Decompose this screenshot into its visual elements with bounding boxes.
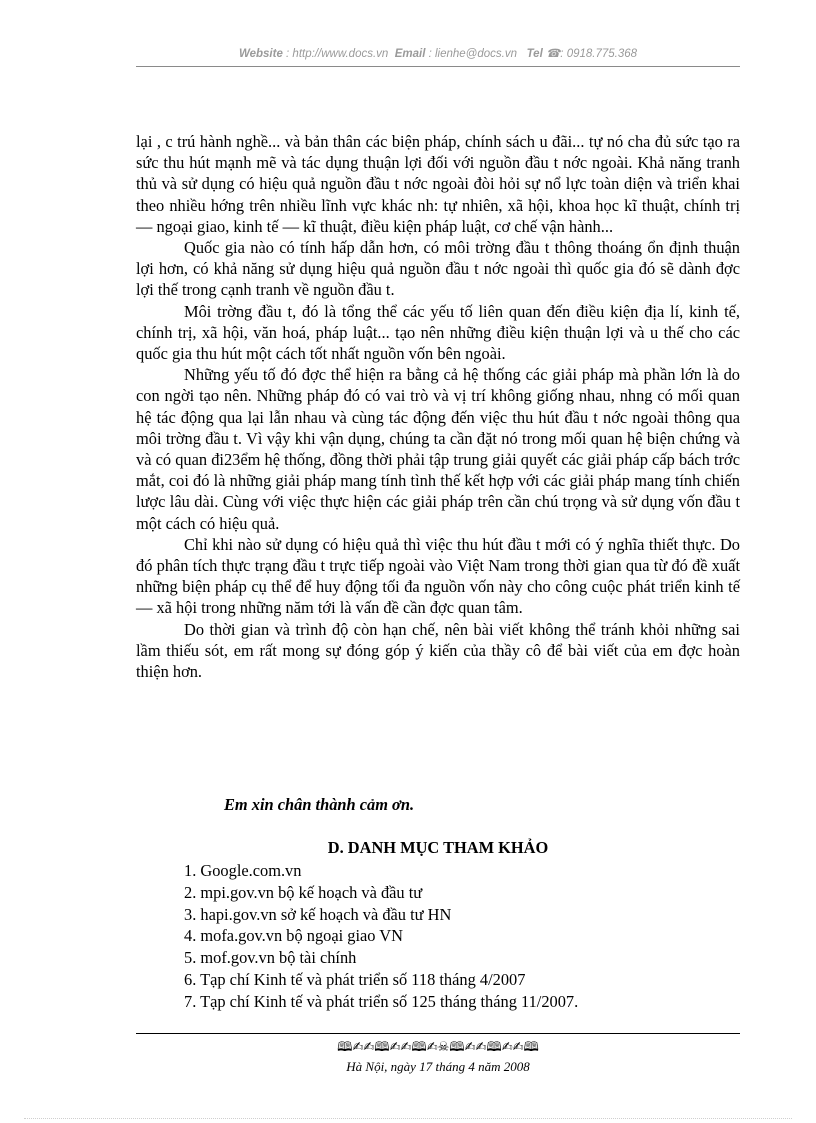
- reference-item: 5. mof.gov.vn bộ tài chính: [184, 948, 357, 968]
- references-title: D. DANH MỤC THAM KHẢO: [327, 838, 549, 857]
- paragraph-3: Môi trờng đầu t, đó là tổng thể các yếu tố liên quan đến điều kiện địa lí, kinh tế, chính trị, xã hội, văn hoá, pháp luật... tạo nên những điều kiện thuận lợi và u thế cho các quốc gia thu hút một cách tốt nhất nguồn vốn bên ngoài.: [136, 301, 740, 364]
- reference-item: 2. mpi.gov.vn bộ kế hoạch và đầu tư: [184, 882, 423, 902]
- tel-value: ☎: 0918.775.368: [545, 48, 638, 60]
- paragraph-6: Do thời gian và trình độ còn hạn chế, nên bài viết không thể tránh khỏi những sai lầm thiếu sót, em rất mong sự đóng góp ý kiến của thầy cô để bài viết của em đợc hoàn thiện hơn.: [136, 619, 740, 682]
- tel-label: Tel: [526, 48, 543, 60]
- email-value[interactable]: : lienhe@docs.vn: [428, 48, 517, 60]
- paragraph-5: Chỉ khi nào sử dụng có hiệu quả thì việc thu hút đầu t mới có ý nghĩa thiết thực. Do đó phân tích thực trạng đầu t trực tiếp ngoài vào Việt Nam trong thời gian qua từ đó đề xuất những biện pháp cụ thể để huy động tối đa nguồn vốn này cho công cuộc phát triển kinh tế — xã hội trong những năm tới là vấn đề cần đợc quan tâm.: [136, 534, 740, 618]
- thanks-line: Em xin chân thành cảm ơn.: [224, 795, 415, 814]
- website-label: Website: [238, 48, 283, 60]
- email-label: Email: [394, 48, 426, 60]
- page-bottom-border: [24, 1118, 792, 1119]
- footer-divider: [136, 1033, 740, 1034]
- paragraph-1: lại , c trú hành nghề... và bản thân các biện pháp, chính sách u đãi... tự nó cha đủ sức tạo ra sức thu hút mạnh mẽ và tác dụng thuận lợi đối với nguồn đầu t nớc ngoài. Khả năng tranh thủ và sử dụng có hiệu quả nguồn đầu t nớc ngoài đòi hỏi sự nổ lực toàn diện và triển khai theo nhiều hớng trên nhiều lĩnh vực khác nh: tự nhiên, xã hội, khoa học kĩ thuật, chính trị — ngoại giao, kinh tế — kĩ thuật, điều kiện pháp luật, cơ chế vận hành...: [136, 132, 740, 236]
- document-body: [136, 131, 740, 682]
- reference-item: 7. Tạp chí Kinh tế và phát triển số 125 tháng tháng 11/2007.: [184, 991, 579, 1011]
- paragraph-2: Quốc gia nào có tính hấp dẫn hơn, có môi trờng đầu t thông thoáng ổn định thuận lợi hơn, có khả năng sử dụng hiệu quả nguồn đầu t nớc ngoài thì quốc gia đó sẽ dành đợc lợi thế trong cạnh tranh về nguồn đầu t.: [136, 238, 740, 300]
- reference-item: 4. mofa.gov.vn bộ ngoại giao VN: [184, 926, 403, 946]
- reference-item: 6. Tạp chí Kinh tế và phát triển số 118 tháng 4/2007: [184, 969, 526, 989]
- footer-ornament-icon: 🕮✍✍🕮✍✍🕮✍☠🕮✍✍🕮✍✍🕮: [337, 1040, 539, 1055]
- website-value[interactable]: : http://www.docs.vn: [286, 48, 389, 60]
- paragraph-4: Những yếu tố đó đợc thể hiện ra bằng cả hệ thống các giải pháp mà phần lớn là do con ngời tạo nên. Những pháp đó có vai trò và vị trí không giống nhau, nhng có mối quan hệ tác động qua lại lẫn nhau và cùng tác động đến việc thu hút đầu t nớc ngoài thông qua môi trờng đầu t. Vì vậy khi vận dụng, chúng ta cần đặt nó trong mối quan hệ biện chứng và và có quan đi23ểm hệ thống, đồng thời phải tập trung giải quyết các giải pháp cấp bách trớc mắt, coi đó là những giải pháp mang tính tình thế kết hợp với các giải pháp mang tính chiến lược lâu dài. Cùng với việc thực hiện các giải pháp trên cần chú trọng và sử dụng vốn đầu t một cách có hiệu quả.: [136, 365, 740, 533]
- reference-item: 1. Google.com.vn: [184, 861, 302, 880]
- references-list: [184, 860, 578, 1013]
- page-header: [136, 46, 740, 60]
- header-divider: [136, 66, 740, 67]
- reference-item: 3. hapi.gov.vn sở kế hoạch và đầu tư HN: [184, 904, 452, 924]
- footer-date: Hà Nội, ngày 17 tháng 4 năm 2008: [346, 1059, 530, 1074]
